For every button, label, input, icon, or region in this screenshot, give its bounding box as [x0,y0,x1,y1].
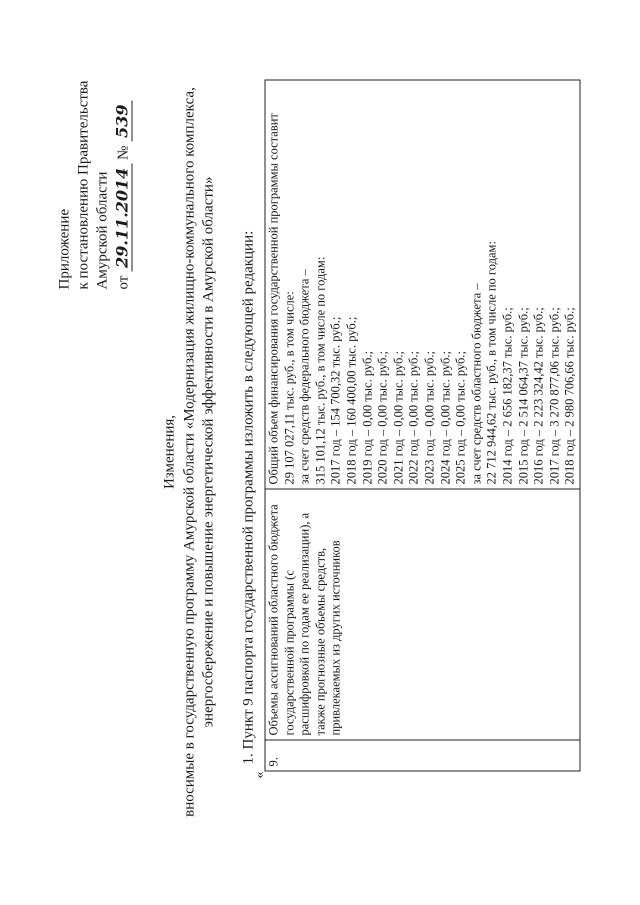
document-title: Изменения, [161,414,178,490]
item-instruction: 1. Пункт 9 паспорта государственной программы изложить в следующей редакции: [240,230,257,765]
handwritten-number: 539 [113,100,133,141]
appendix-line: к постановлению Правительства [75,80,92,290]
appendix-signature-line: от 29.11.2014 № 539 [113,0,134,290]
opening-quote: « [252,771,268,779]
row-label: Объемы ассигнований областного бюджета государственной программы (с расшифровкой по годам ее реализации), а также прогнозные объемы средств, привлекаемых из других источников [265,489,580,740]
handwritten-date: 29.11.2014 [113,164,133,272]
table-row [265,80,580,771]
passport-table [265,80,581,772]
appendix-title: Приложение [56,208,73,290]
document-subtitle: энергосбережение и повышение энергетической эффективности в Амурской области» [200,176,217,728]
row-number: 9. [265,740,580,771]
row-content: Общий объем финансирования государственной программы составит 29 107 027,11 тыс. руб., в том числе: за счет средств федерального бюджета – 315 101,12 тыс. руб., в том числе по годам: 2017 год – 154 700,32 тыс. руб.; 2018 год – 160 400,00 тыс. руб.; 2019 год – 0,00 тыс. руб.; 2020 год – 0,00 тыс. руб.; 2021 год – 0,00 тыс. руб.; 2022 год – 0,00 тыс. руб.; 2023 год – 0,00 тыс. руб.; 2024 год – 0,00 тыс. руб.; 2025 год – 0,00 тыс. руб.; за счет средств областного бюджета – 22 712 944,62 тыс. руб., в том числе по годам: 2014 год – 2 656 182,37 тыс. руб.; 2015 год – 2 514 064,37 тыс. руб.; 2016 год – 2 223 324,42 тыс. руб.; 2017 год – 3 270 877,06 тыс. руб.; 2018 год – 2 980 706,66 тыс. руб.; [265,80,580,489]
document-page [1,0,640,905]
document-subtitle: вносимые в государственную программу Амурской области «Модернизация жилищно-коммунального комплекса, [181,87,198,817]
appendix-block [56,0,134,290]
appendix-line: Амурской области [94,171,111,290]
